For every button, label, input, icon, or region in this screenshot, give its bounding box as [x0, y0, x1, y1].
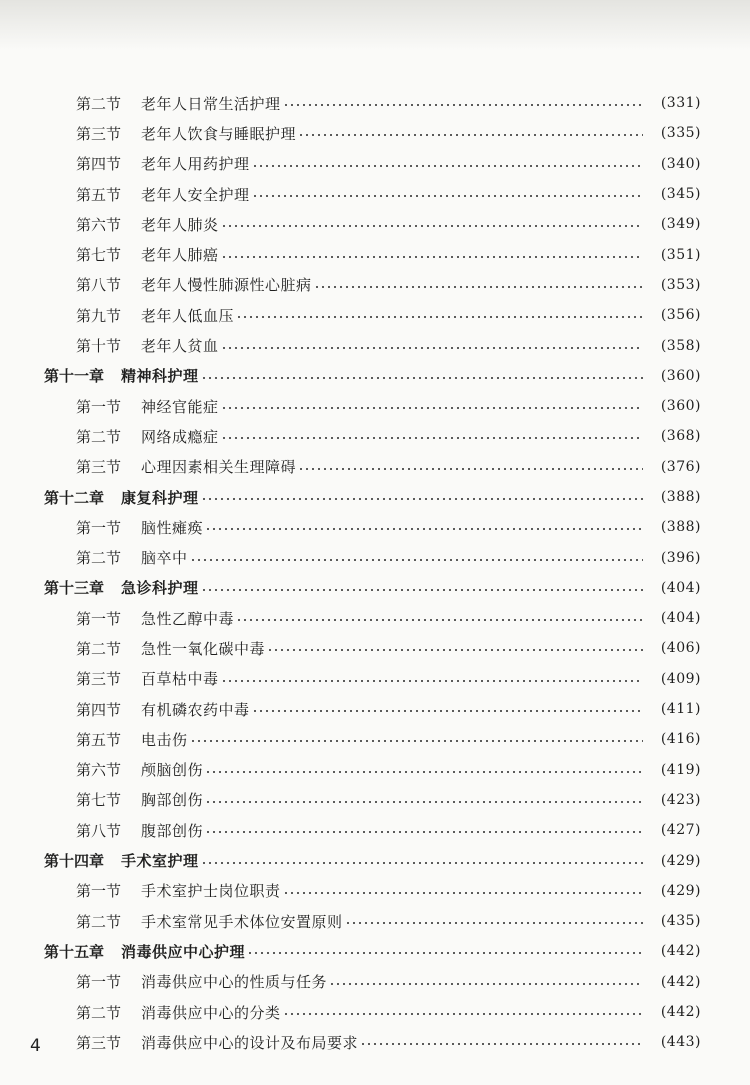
chapter-title: 康复科护理 — [121, 488, 199, 507]
toc-section-row[interactable] — [0, 391, 750, 421]
toc-page-number: (351) — [660, 246, 701, 263]
toc-page-number: (356) — [660, 307, 701, 324]
toc-page-number: (340) — [660, 155, 701, 172]
toc-page-number: (360) — [660, 398, 701, 415]
dot-leader — [267, 649, 643, 651]
toc-page-number: (404) — [660, 579, 701, 596]
dot-leader — [329, 983, 643, 985]
section-title: 脑卒中 — [141, 549, 188, 568]
section-number: 第一节 — [76, 973, 122, 992]
toc-chapter-row[interactable] — [0, 482, 750, 512]
toc-page-number: (442) — [660, 943, 701, 960]
dot-leader — [221, 256, 643, 258]
section-number: 第六节 — [76, 761, 122, 780]
toc-section-row[interactable] — [0, 179, 750, 209]
section-number: 第十节 — [76, 337, 122, 356]
dot-leader — [252, 165, 643, 167]
toc-page-number: (419) — [660, 761, 701, 778]
toc-section-row[interactable] — [0, 1027, 750, 1057]
toc-section-row[interactable] — [0, 755, 750, 785]
toc-section-row[interactable] — [0, 421, 750, 451]
section-title: 老年人安全护理 — [141, 185, 250, 204]
section-title: 胸部创伤 — [141, 791, 204, 810]
dot-leader — [283, 104, 643, 106]
table-of-contents — [0, 88, 750, 1058]
toc-section-row[interactable] — [0, 149, 750, 179]
dot-leader — [190, 559, 643, 561]
section-number: 第五节 — [76, 185, 122, 204]
dot-leader — [205, 801, 643, 803]
toc-section-row[interactable] — [0, 452, 750, 482]
toc-page-number: (358) — [660, 337, 701, 354]
section-number: 第六节 — [76, 215, 122, 234]
toc-chapter-row[interactable] — [0, 361, 750, 391]
section-number: 第三节 — [76, 1033, 122, 1052]
section-number: 第二节 — [76, 912, 122, 931]
section-number: 第二节 — [76, 1003, 122, 1022]
toc-page-number: (429) — [660, 852, 701, 869]
toc-section-row[interactable] — [0, 603, 750, 633]
toc-section-row[interactable] — [0, 997, 750, 1027]
toc-section-row[interactable] — [0, 815, 750, 845]
section-number: 第一节 — [76, 882, 122, 901]
section-number: 第二节 — [76, 549, 122, 568]
section-title: 急性乙醇中毒 — [141, 609, 235, 628]
section-title: 消毒供应中心的分类 — [141, 1003, 281, 1022]
toc-section-row[interactable] — [0, 118, 750, 148]
dot-leader — [190, 740, 643, 742]
toc-page-number: (376) — [660, 458, 701, 475]
toc-page-number: (435) — [660, 913, 701, 930]
section-number: 第九节 — [76, 306, 122, 325]
toc-page-number: (353) — [660, 276, 701, 293]
toc-section-row[interactable] — [0, 785, 750, 815]
toc-section-row[interactable] — [0, 300, 750, 330]
toc-section-row[interactable] — [0, 633, 750, 663]
section-title: 老年人肺癌 — [141, 246, 219, 265]
dot-leader — [201, 498, 643, 500]
dot-leader — [201, 589, 643, 591]
section-title: 百草枯中毒 — [141, 670, 219, 689]
toc-page-number: (409) — [660, 670, 701, 687]
toc-page-number: (368) — [660, 428, 701, 445]
section-number: 第八节 — [76, 276, 122, 295]
chapter-title: 消毒供应中心护理 — [121, 942, 246, 961]
section-title: 消毒供应中心的设计及布局要求 — [141, 1033, 359, 1052]
section-title: 神经官能症 — [141, 397, 219, 416]
toc-section-row[interactable] — [0, 876, 750, 906]
section-title: 急性一氧化碳中毒 — [141, 639, 266, 658]
toc-page-number: (442) — [660, 973, 701, 990]
toc-page-number: (406) — [660, 640, 701, 657]
section-number: 第一节 — [76, 397, 122, 416]
section-title: 老年人慢性肺源性心脏病 — [141, 276, 312, 295]
section-number: 第二节 — [76, 427, 122, 446]
section-number: 第八节 — [76, 821, 122, 840]
toc-page-number: (396) — [660, 549, 701, 566]
dot-leader — [221, 437, 643, 439]
section-number: 第二节 — [76, 639, 122, 658]
dot-leader — [221, 347, 643, 349]
section-number: 第七节 — [76, 791, 122, 810]
toc-section-row[interactable] — [0, 270, 750, 300]
section-number: 第二节 — [76, 94, 122, 113]
toc-page-number: (416) — [660, 731, 701, 748]
chapter-number: 第十四章 — [44, 852, 105, 871]
toc-page-number: (360) — [660, 367, 701, 384]
toc-page-number: (429) — [660, 882, 701, 899]
dot-leader — [283, 892, 643, 894]
section-title: 老年人饮食与睡眠护理 — [141, 124, 297, 143]
scan-top-shade — [0, 0, 750, 50]
chapter-title: 手术室护理 — [121, 852, 199, 871]
section-number: 第四节 — [76, 155, 122, 174]
toc-section-row[interactable] — [0, 88, 750, 118]
dot-leader — [221, 407, 643, 409]
section-number: 第一节 — [76, 518, 122, 537]
section-title: 老年人肺炎 — [141, 215, 219, 234]
section-title: 老年人日常生活护理 — [141, 94, 281, 113]
dot-leader — [345, 922, 643, 924]
toc-page-number: (388) — [660, 489, 701, 505]
toc-chapter-row[interactable] — [0, 936, 750, 966]
section-title: 电击伤 — [141, 730, 188, 749]
section-number: 第四节 — [76, 700, 122, 719]
toc-page-number: (331) — [660, 95, 701, 112]
section-number: 第一节 — [76, 609, 122, 628]
toc-page-number: (442) — [660, 1004, 701, 1021]
section-title: 有机磷农药中毒 — [141, 700, 250, 719]
dot-leader — [221, 680, 643, 682]
toc-section-row[interactable] — [0, 209, 750, 239]
dot-leader — [205, 528, 643, 530]
toc-page-number: (345) — [660, 186, 701, 203]
chapter-number: 第十三章 — [44, 579, 105, 598]
dot-leader — [221, 225, 643, 227]
toc-section-row[interactable] — [0, 906, 750, 936]
toc-page-number: (335) — [660, 125, 701, 142]
toc-section-row[interactable] — [0, 664, 750, 694]
section-title: 老年人贫血 — [141, 337, 219, 356]
chapter-number: 第十一章 — [44, 367, 105, 386]
dot-leader — [201, 862, 643, 864]
toc-section-row[interactable] — [0, 542, 750, 572]
section-title: 老年人低血压 — [141, 306, 235, 325]
toc-page-number: (404) — [660, 610, 701, 627]
section-title: 腹部创伤 — [141, 821, 204, 840]
section-title: 颅脑创伤 — [141, 761, 204, 780]
toc-page-number: (423) — [660, 791, 701, 808]
page-number: 4 — [30, 1036, 41, 1056]
dot-leader — [283, 1013, 643, 1015]
toc-chapter-row[interactable] — [0, 573, 750, 603]
section-title: 手术室常见手术体位安置原则 — [141, 912, 343, 931]
section-title: 脑性瘫痪 — [141, 518, 204, 537]
dot-leader — [252, 710, 643, 712]
toc-section-row[interactable] — [0, 694, 750, 724]
dot-leader — [201, 377, 643, 379]
dot-leader — [205, 831, 643, 833]
dot-leader — [252, 195, 643, 197]
chapter-number: 第十二章 — [44, 488, 105, 507]
chapter-title: 急诊科护理 — [121, 579, 199, 598]
dot-leader — [298, 134, 643, 136]
section-number: 第三节 — [76, 670, 122, 689]
toc-section-row[interactable] — [0, 724, 750, 754]
dot-leader — [314, 286, 643, 288]
section-title: 心理因素相关生理障碍 — [141, 458, 297, 477]
toc-section-row[interactable] — [0, 330, 750, 360]
toc-chapter-row[interactable] — [0, 845, 750, 875]
toc-page-number: (427) — [660, 822, 701, 839]
chapter-title: 精神科护理 — [121, 367, 199, 386]
dot-leader — [360, 1043, 643, 1045]
section-number: 第五节 — [76, 730, 122, 749]
toc-page-number: (349) — [660, 216, 701, 233]
toc-section-row[interactable] — [0, 512, 750, 542]
section-title: 老年人用药护理 — [141, 155, 250, 174]
toc-section-row[interactable] — [0, 967, 750, 997]
dot-leader — [205, 771, 643, 773]
section-title: 网络成瘾症 — [141, 427, 219, 446]
section-number: 第三节 — [76, 458, 122, 477]
section-title: 手术室护士岗位职责 — [141, 882, 281, 901]
toc-section-row[interactable] — [0, 239, 750, 269]
dot-leader — [298, 468, 643, 470]
dot-leader — [247, 952, 643, 954]
toc-page-number: (443) — [660, 1034, 701, 1051]
toc-page-number: (411) — [660, 701, 701, 718]
section-title: 消毒供应中心的性质与任务 — [141, 973, 328, 992]
toc-page-number: (388) — [660, 519, 701, 536]
section-number: 第三节 — [76, 124, 122, 143]
section-number: 第七节 — [76, 246, 122, 265]
dot-leader — [236, 619, 643, 621]
chapter-number: 第十五章 — [44, 942, 105, 961]
dot-leader — [236, 316, 643, 318]
